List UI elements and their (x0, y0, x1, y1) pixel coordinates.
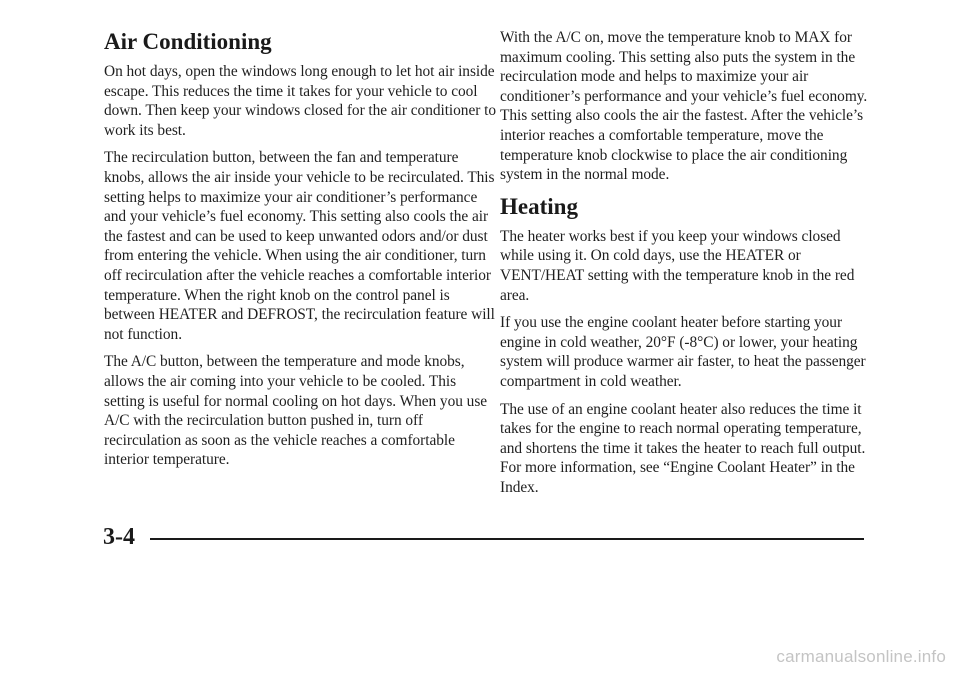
paragraph: If you use the engine coolant heater before starting your engine in cold weather, 20°F (-8°C) or lower, your heating system will produce warmer air faster, to heat the passenger compartment in cold weather. (500, 314, 866, 390)
paragraph: The A/C button, between the temperature and mode knobs, allows the air coming into your vehicle to be cooled. This setting is useful for normal cooling on hot days. When you use A/C with the recirculation button pushed in, turn off recirculation as soon as the vehicle reaches a comfortable interior temperature. (104, 353, 488, 469)
paragraph: The use of an engine coolant heater also reduces the time it takes for the engine to reach normal operating temperature, and shortens the time it takes the heater to reach full output. For more information, see “Engine Coolant Heater” in the Index. (500, 400, 866, 496)
left-column (104, 28, 496, 478)
footer-divider (150, 538, 864, 540)
right-column (500, 28, 876, 505)
paragraph: With the A/C on, move the temperature knob to MAX for maximum cooling. This setting also puts the system in the recirculation mode and helps to maximize your air conditioner’s performance and your vehicle’s fuel economy. This setting also cools the air the fastest. After the vehicle’s interior reaches a comfortable temperature, move the temperature knob clockwise to place the air conditioning system in the normal mode. (500, 29, 868, 184)
page-number: 3-4 (103, 524, 135, 550)
paragraph: On hot days, open the windows long enough to let hot air inside escape. This reduces the time it takes for your vehicle to cool down. Then keep your windows closed for the air conditioner to work its best. (104, 63, 496, 139)
paragraph: The recirculation button, between the fan and temperature knobs, allows the air inside your vehicle to be recirculated. This setting helps to maximize your air conditioner’s performance and your vehicle’s fuel economy. This setting also cools the air the fastest and can be used to keep unwanted odors and/or dust from entering the vehicle. When using the air conditioner, turn off recirculation after the vehicle reaches a comfortable interior temperature. When the right knob on the control panel is between HEATER and DEFROST, the recirculation feature will not function. (104, 149, 495, 343)
paragraph: The heater works best if you keep your windows closed while using it. On cold days, use the HEATER or VENT/HEAT setting with the temperature knob in the red area. (500, 227, 855, 304)
watermark: carmanualsonline.info (776, 647, 946, 666)
section-heading-air-conditioning: Air Conditioning (104, 29, 272, 54)
section-heading-heating: Heating (500, 193, 578, 219)
